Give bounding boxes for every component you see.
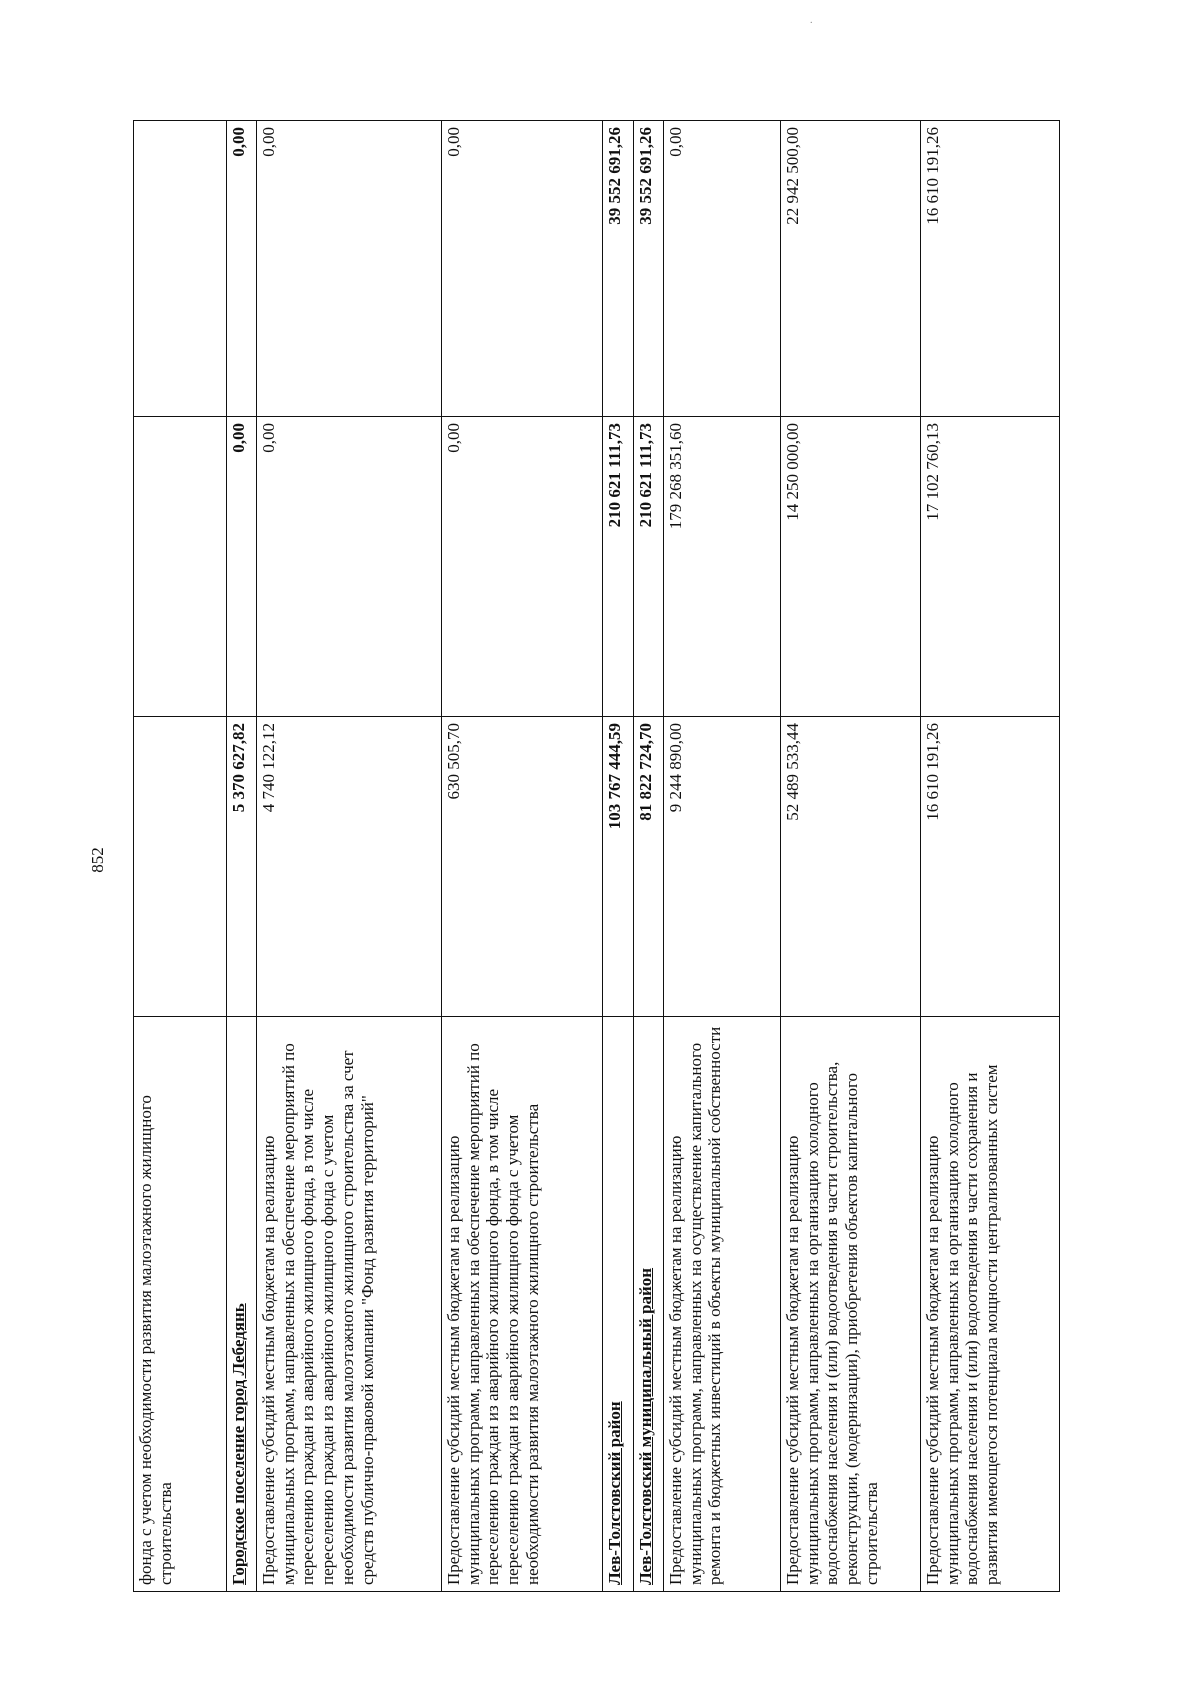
row-value-col1: 5 370 627,82 [227, 717, 257, 1017]
row-value-col3: 0,00 [227, 121, 257, 417]
row-value-col2: 0,00 [227, 417, 257, 717]
table-row [634, 121, 664, 1592]
row-description: Предоставление субсидий местным бюджетам на реализацию муниципальных программ, направленных на организацию холодного водоснабжения населения и (или) водоотведения в части строительства, реконструкции, (модернизации), приобретения объектов капитального строительства [781, 1017, 921, 1592]
table-row [603, 121, 634, 1592]
budget-table [133, 120, 1060, 1592]
row-value-col3: 0,00 [442, 121, 603, 417]
row-value-col2: 0,00 [442, 417, 603, 717]
row-value-col1: 52 489 533,44 [781, 717, 921, 1017]
row-value-col2: 210 621 111,73 [634, 417, 664, 717]
row-description: Предоставление субсидий местным бюджетам на реализацию муниципальных программ, направленных на обеспечение мероприятий по переселению граждан из аварийного жилищного фонда, в том числе переселению граждан из аварийного жилищного фонда с учетом необходимости развития малоэтажного жилищного строительства за счет средств публично-правовой компании "Фонд развития территорий" [257, 1017, 442, 1592]
row-value-col3: 39 552 691,26 [634, 121, 664, 417]
table-row [227, 121, 257, 1592]
row-value-col2: 210 621 111,73 [603, 417, 634, 717]
row-value-col3: 0,00 [664, 121, 781, 417]
table-row [921, 121, 1060, 1592]
row-value-col1: 630 505,70 [442, 717, 603, 1017]
row-value-col2: 179 268 351,60 [664, 417, 781, 717]
row-value-col2: 17 102 760,13 [921, 417, 1060, 717]
table-row [257, 121, 442, 1592]
row-value-col1: 81 822 724,70 [634, 717, 664, 1017]
row-description: Лев-Толстовский муниципальный район [634, 1017, 664, 1592]
row-value-col3: 0,00 [257, 121, 442, 417]
row-value-col1 [134, 717, 227, 1017]
row-description: Городское поселение город Лебедянь [227, 1017, 257, 1592]
table-row [442, 121, 603, 1592]
corner-mark: . [810, 15, 813, 26]
row-value-col1: 103 767 444,59 [603, 717, 634, 1017]
row-value-col3: 39 552 691,26 [603, 121, 634, 417]
row-description: Предоставление субсидий местным бюджетам на реализацию муниципальных программ, направленных на организацию холодного водоснабжения населения и (или) водоотведения в части сохранения и развития имеющегося потенциала мощности централизованных систем [921, 1017, 1060, 1592]
row-description: Предоставление субсидий местным бюджетам на реализацию муниципальных программ, направленных на осуществление капитального ремонта и бюджетных инвестиций в объекты муниципальной собственности [664, 1017, 781, 1592]
table-row [664, 121, 781, 1592]
row-value-col1: 4 740 122,12 [257, 717, 442, 1017]
page-number: 852 [88, 847, 107, 873]
row-description: Лев-Толстовский район [603, 1017, 634, 1592]
row-description: Предоставление субсидий местным бюджетам на реализацию муниципальных программ, направленных на обеспечение мероприятий по переселению граждан из аварийного жилищного фонда, в том числе переселению граждан из аварийного жилищного фонда с учетом необходимости развития малоэтажного жилищного строительства [442, 1017, 603, 1592]
rotated-table-container [133, 121, 1094, 1592]
table-row [781, 121, 921, 1592]
row-value-col3: 16 610 191,26 [921, 121, 1060, 417]
row-value-col1: 9 244 890,00 [664, 717, 781, 1017]
row-value-col3 [134, 121, 227, 417]
row-value-col2 [134, 417, 227, 717]
row-value-col2: 14 250 000,00 [781, 417, 921, 717]
row-value-col2: 0,00 [257, 417, 442, 717]
row-value-col1: 16 610 191,26 [921, 717, 1060, 1017]
row-description: фонда с учетом необходимости развития малоэтажного жилищного строительства [134, 1017, 227, 1592]
row-value-col3: 22 942 500,00 [781, 121, 921, 417]
table-row [134, 121, 227, 1592]
